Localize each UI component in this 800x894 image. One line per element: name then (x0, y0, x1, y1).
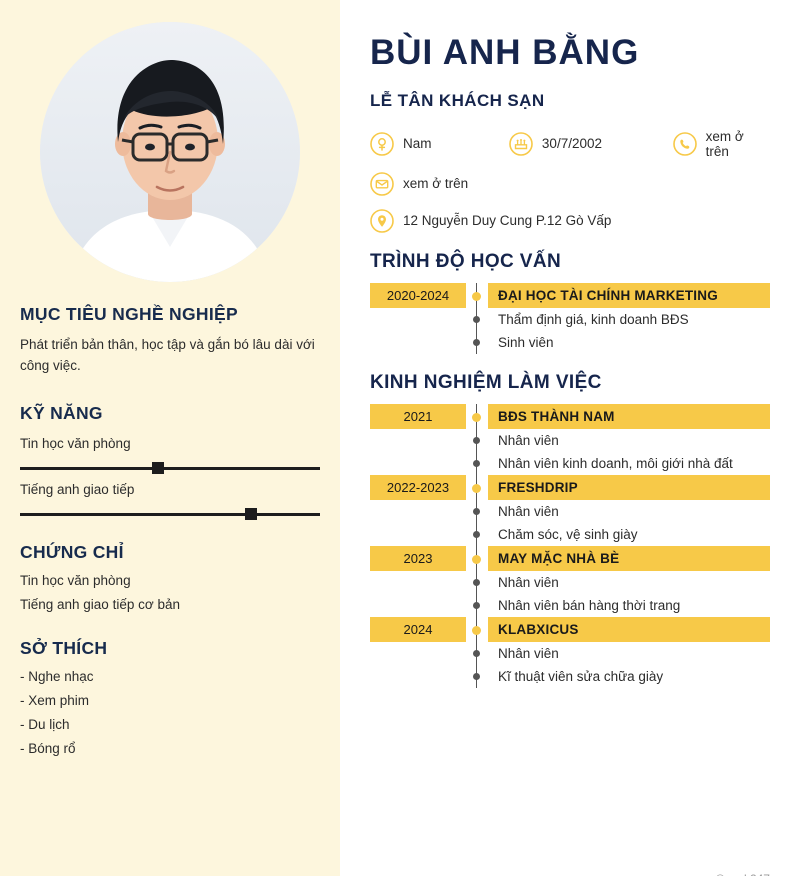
page-title: BÙI ANH BẰNG (370, 33, 640, 72)
timeline-row (370, 452, 770, 475)
timeline-axis (466, 331, 488, 354)
education-title: TRÌNH ĐỘ HỌC VẤN (370, 250, 562, 272)
education-school: ĐẠI HỌC TÀI CHÍNH MARKETING (488, 283, 770, 308)
envelope-icon (370, 172, 394, 196)
contact-value: Nam (403, 136, 432, 151)
timeline-row (370, 283, 770, 308)
timeline-row (370, 546, 770, 571)
timeline-axis (466, 523, 488, 546)
timeline-row (370, 665, 770, 688)
experience-detail: Nhân viên kinh doanh, môi giới nhà đất (498, 455, 733, 471)
skill-item (20, 482, 320, 516)
avatar-photo (40, 22, 300, 282)
education-timeline (370, 283, 770, 354)
skill-slider[interactable] (20, 513, 320, 516)
timeline-axis (466, 594, 488, 617)
timeline-axis (466, 308, 488, 331)
experience-year: 2022-2023 (370, 475, 466, 500)
main-content (340, 0, 800, 894)
experience-detail: Nhân viên (498, 503, 559, 519)
timeline-axis (466, 429, 488, 452)
contact-item-address (370, 209, 611, 233)
bottom-band (0, 876, 800, 894)
skill-slider[interactable] (20, 467, 320, 470)
contact-value: 12 Nguyễn Duy Cung P.12 Gò Vấp (403, 213, 612, 228)
objective-title: MỤC TIÊU NGHỀ NGHIỆP (20, 304, 238, 324)
timeline-row (370, 500, 770, 523)
experience-detail: Nhân viên (498, 645, 559, 661)
experience-year: 2023 (370, 546, 466, 571)
hobbies-section (20, 638, 320, 756)
timeline-axis (466, 665, 488, 688)
contact-item-phone (673, 129, 770, 159)
timeline-axis (466, 404, 488, 429)
timeline-axis (466, 642, 488, 665)
avatar (40, 22, 300, 282)
contact-value: xem ở trên (705, 128, 744, 159)
timeline-axis (466, 475, 488, 500)
job-title: LỄ TÂN KHÁCH SẠN (370, 90, 545, 110)
education-detail: Sinh viên (498, 334, 554, 350)
experience-title: KINH NGHIỆM LÀM VIỆC (370, 371, 602, 393)
experience-year: 2021 (370, 404, 466, 429)
experience-detail: Nhân viên (498, 574, 559, 590)
year-spacer (370, 308, 466, 318)
skills-section (20, 403, 320, 516)
timeline-axis (466, 500, 488, 523)
timeline-row (370, 429, 770, 452)
experience-company: BĐS THÀNH NAM (488, 404, 770, 429)
hobby-item: - Xem phim (20, 692, 90, 708)
education-detail: Thẩm định giá, kinh doanh BĐS (498, 311, 689, 327)
birthday-cake-icon (509, 132, 533, 156)
contact-row (370, 172, 770, 196)
certificates-title: CHỨNG CHỈ (20, 541, 124, 562)
experience-company: KLABXICUS (488, 617, 770, 642)
timeline-row (370, 642, 770, 665)
hobby-item: - Nghe nhạc (20, 668, 94, 684)
contact-item-birthday (509, 132, 673, 156)
experience-year: 2024 (370, 617, 466, 642)
hobbies-title: SỞ THÍCH (20, 637, 108, 658)
gender-icon (370, 132, 394, 156)
contact-row (370, 129, 770, 159)
timeline-row (370, 523, 770, 546)
experience-timeline (370, 404, 770, 688)
skill-label: Tin học văn phòng (20, 435, 131, 451)
timeline-row (370, 475, 770, 500)
experience-detail: Chăm sóc, vệ sinh giày (498, 526, 638, 542)
certificate-item: Tin học văn phòng (20, 572, 131, 588)
education-year: 2020-2024 (370, 283, 466, 308)
contact-value: 30/7/2002 (541, 136, 602, 151)
timeline-axis (466, 452, 488, 475)
experience-detail: Nhân viên bán hàng thời trang (498, 597, 681, 613)
timeline-row (370, 594, 770, 617)
contact-item-email (370, 172, 468, 196)
skill-item (20, 436, 320, 470)
experience-company: MAY MẶC NHÀ BÈ (488, 546, 770, 571)
timeline-row (370, 404, 770, 429)
location-pin-icon (370, 209, 394, 233)
objective-text: Phát triển bản thân, học tập và gắn bó lâu dài với công việc. (20, 337, 315, 373)
certificate-item: Tiếng anh giao tiếp cơ bản (20, 596, 180, 612)
skills-title: KỸ NĂNG (20, 402, 103, 423)
timeline-row (370, 571, 770, 594)
skill-slider-knob[interactable] (245, 508, 257, 520)
contact-value: xem ở trên (403, 176, 469, 191)
certificates-section (20, 542, 320, 612)
contact-row (370, 209, 770, 233)
contact-item-gender (370, 132, 509, 156)
year-spacer (370, 331, 466, 341)
experience-detail: Kĩ thuật viên sửa chữa giày (498, 668, 664, 684)
contact-list (370, 129, 770, 233)
timeline-row (370, 308, 770, 331)
phone-icon (673, 132, 697, 156)
timeline-row (370, 331, 770, 354)
timeline-axis (466, 546, 488, 571)
objective-section (20, 304, 320, 377)
hobby-item: - Du lịch (20, 716, 70, 732)
left-sidebar (0, 0, 340, 894)
timeline-axis (466, 571, 488, 594)
timeline-row (370, 617, 770, 642)
timeline-axis (466, 283, 488, 308)
timeline-axis (466, 617, 488, 642)
experience-detail: Nhân viên (498, 432, 559, 448)
hobby-item: - Bóng rổ (20, 740, 76, 756)
experience-company: FRESHDRIP (488, 475, 770, 500)
skill-label: Tiếng anh giao tiếp (20, 481, 135, 497)
skill-slider-knob[interactable] (152, 462, 164, 474)
